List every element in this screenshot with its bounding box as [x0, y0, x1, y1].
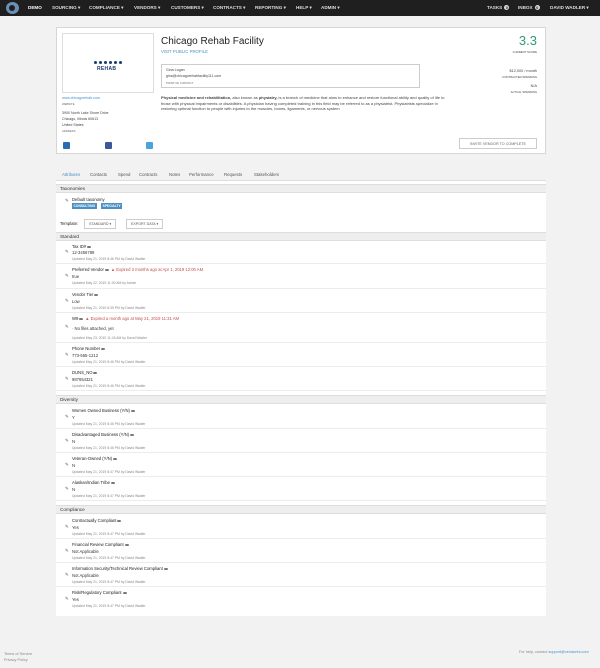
- field-value: Yes: [72, 597, 79, 602]
- field-label: Preferred Vendor: [72, 267, 104, 272]
- template-select[interactable]: STANDARD ▾: [84, 219, 116, 229]
- warning-icon: ▲: [85, 316, 90, 321]
- edit-icon[interactable]: ✎: [65, 273, 69, 278]
- eye-icon: [125, 544, 129, 547]
- contracted-spending: $12,000 / month: [509, 69, 537, 73]
- field-updated: Updated May 23, 2019 11:43 AM by David Wadler: [72, 336, 148, 340]
- tab-requests[interactable]: Requests: [224, 172, 243, 177]
- eye-icon: [130, 434, 134, 437]
- eye-icon: [113, 458, 117, 461]
- edit-icon[interactable]: ✎: [65, 596, 69, 601]
- edit-icon[interactable]: ✎: [65, 524, 69, 529]
- field-vendor-tier: [56, 289, 546, 313]
- eye-icon: [111, 482, 115, 485]
- nav-reporting[interactable]: REPORTING ▾: [255, 5, 286, 10]
- field-value: 12-3456789: [72, 250, 95, 255]
- field-expired: Expired 3 months ago at Apr 1, 2019 12:00 AM: [116, 267, 204, 272]
- edit-icon[interactable]: ✎: [65, 438, 69, 443]
- field-label: Women Owned Business (Y/N): [72, 408, 130, 413]
- point-of-contact-box: [161, 64, 420, 88]
- field-updated: Updated May 21, 2019 8:47 PM by David Wadler: [72, 532, 146, 536]
- template-label: Template:: [60, 221, 79, 226]
- eye-icon: [79, 318, 83, 321]
- edit-icon[interactable]: ✎: [65, 414, 69, 419]
- field-value: 987654321: [72, 377, 93, 382]
- eye-icon: [101, 348, 105, 351]
- website-label: WEBSITE: [62, 102, 75, 106]
- app-logo[interactable]: [6, 2, 19, 14]
- field-label: W9: [72, 316, 79, 321]
- field-updated: Updated May 21, 2019 8:46 PM by David Wadler: [72, 360, 146, 364]
- tab-performance[interactable]: Performance: [189, 172, 214, 177]
- field-value: Y: [72, 415, 75, 420]
- field-label: Risk/Regulatory Compliant: [72, 590, 122, 595]
- nav-contracts[interactable]: CONTRACTS ▾: [213, 5, 246, 10]
- field-updated: Updated May 21, 2019 8:39 PM by David Wadler: [72, 306, 146, 310]
- facebook-icon[interactable]: [105, 142, 112, 149]
- field-label: DUNS_NO: [72, 370, 93, 375]
- eye-icon: [117, 520, 121, 523]
- edit-icon[interactable]: ✎: [65, 324, 69, 329]
- terms-of-service-link[interactable]: Terms of Service: [4, 652, 33, 656]
- current-score: 3.3: [518, 33, 537, 48]
- eye-icon: [123, 592, 127, 595]
- field-value: 773-555-1212: [72, 353, 99, 358]
- default-taxonomy-label: Default taxonomy: [72, 197, 105, 202]
- nav-inbox[interactable]: INBOX 0: [518, 5, 539, 10]
- eye-icon: [105, 269, 109, 272]
- field-value: Not Applicable: [72, 549, 99, 554]
- field-label: Financial Review Compliant: [72, 542, 124, 547]
- taxonomy-badge-specialty: SPECIALTY: [102, 204, 121, 208]
- profile-tabs: [56, 167, 546, 181]
- field-updated: Updated May 21, 2019 8:47 PM by David Wadler: [72, 604, 146, 608]
- visit-public-profile-link[interactable]: VISIT PUBLIC PROFILE: [161, 49, 208, 54]
- field-label: Information Security/Technical Review Compliant: [72, 566, 163, 571]
- section-standard: Standard: [56, 232, 546, 241]
- tab-notes[interactable]: Notes: [169, 172, 181, 177]
- field-preferred-vendor: [56, 264, 546, 289]
- field-value: · No files attached, yet: [72, 326, 114, 331]
- eye-icon: [164, 568, 168, 571]
- field-w9: [56, 313, 546, 343]
- logo-text: REHAB: [97, 66, 117, 72]
- logo-dots: [94, 61, 124, 65]
- tab-stakeholders[interactable]: Stakeholders: [254, 172, 280, 177]
- edit-icon[interactable]: ✎: [65, 548, 69, 553]
- vendor-website-link[interactable]: www.chicagorehab.com: [62, 96, 100, 100]
- field-updated: Updated May 21, 2019 8:47 PM by David Wadler: [72, 556, 146, 560]
- edit-icon[interactable]: ✎: [65, 572, 69, 577]
- field-value: Not Applicable: [72, 573, 99, 578]
- field-duns-no: [56, 367, 546, 391]
- field-label: Contractually Compliant: [72, 518, 117, 523]
- actual-spending: N/A: [530, 84, 537, 88]
- warning-icon: ▲: [110, 267, 116, 272]
- edit-icon[interactable]: ✎: [65, 352, 69, 357]
- field-value: N: [72, 487, 76, 492]
- linkedin-icon[interactable]: [63, 142, 70, 149]
- section-diversity: Diversity: [56, 395, 546, 404]
- eye-icon: [131, 410, 135, 413]
- field-value: true: [72, 274, 80, 279]
- field-label: Tax ID#: [72, 244, 87, 249]
- inbox-count-badge: 0: [536, 5, 539, 10]
- tab-attributes[interactable]: Attributes: [62, 172, 81, 177]
- vendor-name: Chicago Rehab Facility: [161, 36, 264, 47]
- nav-compliance[interactable]: COMPLIANCE ▾: [89, 5, 124, 10]
- nav-sourcing[interactable]: SOURCING ▾: [52, 5, 81, 10]
- vendor-logo: [62, 33, 154, 93]
- edit-icon[interactable]: ✎: [65, 376, 69, 381]
- field-value: N: [72, 439, 76, 444]
- field-updated: Updated May 21, 2019 8:46 PM by David Wadler: [72, 384, 146, 388]
- address-line-3: United States: [62, 123, 84, 127]
- nav-admin[interactable]: ADMIN ▾: [321, 5, 340, 10]
- field-phone-number: [56, 343, 546, 367]
- nav-tasks[interactable]: TASKS 0: [487, 5, 508, 10]
- tab-contracts[interactable]: Contracts: [139, 172, 158, 177]
- field-label: Disadvantaged Business (Y/N): [72, 432, 130, 437]
- field-label: Phone Number: [72, 346, 101, 351]
- edit-icon[interactable]: ✎: [65, 249, 69, 254]
- edit-icon[interactable]: ✎: [65, 462, 69, 467]
- privacy-policy-link[interactable]: Privacy Policy: [4, 658, 28, 662]
- field-updated: Updated May 22, 2019 11:30 AM by Admin: [72, 281, 137, 285]
- nav-user-menu[interactable]: DAVID WADLER ▾: [550, 5, 589, 10]
- field-risk-regulatory: [56, 587, 546, 611]
- field-value: N: [72, 463, 76, 468]
- attributes-panel: [56, 181, 546, 616]
- field-infosec-review: [56, 563, 546, 587]
- field-disadvantaged: [56, 429, 546, 453]
- export-data-button[interactable]: EXPORT DATA ▾: [126, 219, 163, 229]
- twitter-icon[interactable]: [146, 142, 153, 149]
- vendor-description: Physical medicine and rehabilitation, also known as physiatry, is a branch of medicine that aims to enhance and restore functional ability and quality of life to those with physical impairments or disabilities. A physician having completed training in this field may be referred to as a physiatrist. Physiatrists specialize in restoring optimal function to people with injuries to the muscles, bones, ligaments, or nervous system: [161, 95, 445, 112]
- nav-vendors[interactable]: VENDORS ▾: [134, 5, 161, 10]
- nav-help[interactable]: HELP ▾: [296, 5, 312, 10]
- field-label: Alaskan/Indian Tribe: [72, 480, 110, 485]
- field-women-owned: [56, 405, 546, 429]
- help-contact: For help, contact support@vendorful.com: [519, 650, 589, 654]
- address-line-2: Chicago, Illinois 60613: [62, 117, 99, 121]
- tab-contacts[interactable]: Contacts: [90, 172, 107, 177]
- vendor-profile-card: [56, 27, 546, 154]
- tasks-count-badge: 0: [505, 5, 508, 10]
- edit-icon[interactable]: ✎: [65, 486, 69, 491]
- top-nav: [0, 0, 600, 16]
- field-updated: Updated May 21, 2019 8:47 PM by David Wadler: [72, 494, 146, 498]
- contact-name: Gina Logan: [166, 68, 185, 72]
- field-updated: Updated May 21, 2019 8:46 PM by David Wadler: [72, 257, 146, 261]
- field-updated: Updated May 21, 2019 8:46 PM by David Wadler: [72, 446, 146, 450]
- field-updated: Updated May 21, 2019 8:46 PM by David Wadler: [72, 422, 146, 426]
- tab-spend[interactable]: Spend: [118, 172, 131, 177]
- current-score-label: CURRENT SCORE: [512, 50, 537, 54]
- section-compliance: Compliance: [56, 505, 546, 514]
- eye-icon: [93, 372, 97, 375]
- section-taxonomies: Taxonomies: [56, 184, 546, 193]
- field-updated: Updated May 21, 2019 8:47 PM by David Wadler: [72, 470, 146, 474]
- contact-label: POINT OF CONTACT: [166, 81, 194, 85]
- address-label: ADDRESS: [62, 129, 76, 133]
- eye-icon: [94, 294, 98, 297]
- nav-customers[interactable]: CUSTOMERS ▾: [171, 5, 204, 10]
- edit-icon[interactable]: ✎: [65, 298, 69, 303]
- field-updated: Updated May 21, 2019 8:47 PM by David Wadler: [72, 580, 146, 584]
- field-expired: Expired a month ago at May 21, 2019 11:31 AM: [90, 316, 179, 321]
- field-value: Low: [72, 299, 80, 304]
- support-email-link[interactable]: support@vendorful.com: [548, 650, 589, 654]
- field-contractually-compliant: [56, 515, 546, 539]
- actual-spending-label: ACTUAL SPENDING: [510, 90, 537, 94]
- field-label: Vendor Tier: [72, 292, 94, 297]
- contracted-spending-label: CONTRACTED SPENDING: [502, 75, 537, 79]
- invite-vendor-button[interactable]: INVITE VENDOR TO COMPLETE: [459, 138, 537, 149]
- field-alaskan-indian-tribe: [56, 477, 546, 501]
- contact-email[interactable]: gina@chicagorehabfacility111.com: [166, 74, 222, 78]
- nav-demo[interactable]: DEMO: [28, 5, 42, 10]
- field-financial-review: [56, 539, 546, 563]
- eye-icon: [87, 246, 91, 249]
- edit-taxonomy-icon[interactable]: ✎: [65, 198, 69, 203]
- field-label: Veteran-Owned (Y/N): [72, 456, 113, 461]
- field-tax-id: [56, 241, 546, 264]
- field-veteran-owned: [56, 453, 546, 477]
- address-line-1: 3900 North Lake Shore Drive: [62, 111, 109, 115]
- field-value: Yes: [72, 525, 79, 530]
- taxonomy-badge-consulting: CONSULTING: [73, 204, 96, 208]
